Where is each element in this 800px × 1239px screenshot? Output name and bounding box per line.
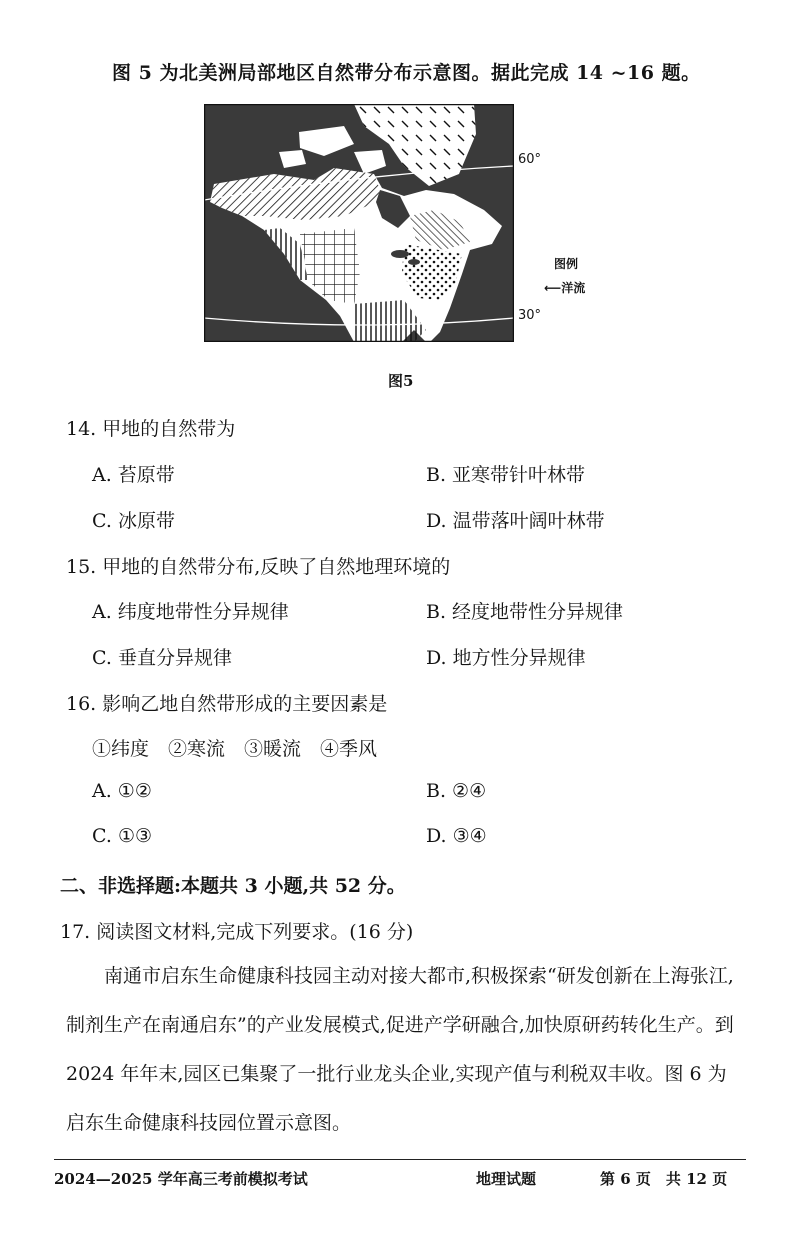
footer-exam-title: 2024—2025 学年高三考前模拟考试 bbox=[54, 1170, 308, 1188]
question-16-stem: 16. 影响乙地自然带形成的主要因素是 bbox=[66, 693, 388, 715]
figure-intro: 图 5 为北美洲局部地区自然带分布示意图。据此完成 14 ~16 题。 bbox=[112, 62, 701, 84]
figure-caption: 图5 bbox=[388, 372, 414, 390]
q16-option-c[interactable]: C. ①③ bbox=[92, 825, 153, 847]
q16-option-a[interactable]: A. ①② bbox=[92, 780, 152, 802]
q16-factors: ①纬度 ②寒流 ③暖流 ④季风 bbox=[92, 738, 378, 760]
latitude-60-label: 60° bbox=[518, 152, 542, 167]
q16-option-b[interactable]: B. ②④ bbox=[426, 780, 487, 802]
legend-title: 图例 bbox=[554, 257, 579, 271]
footer-subject: 地理试题 bbox=[476, 1170, 537, 1188]
q17-material-paragraph: 南通市启东生命健康科技园主动对接大都市,积极探索“研发创新在上海张江,制剂生产在南通启东”的产业发展模式,促进产学研融合,加快原研药转化生产。到 2024 年年末,园区已集聚了一批行业龙头企业,实现产值与利税双丰收。图 6 为启东生命健康科技园位置示意图。 bbox=[66, 965, 734, 1134]
legend-ocean-current bbox=[544, 279, 585, 296]
great-lakes bbox=[391, 250, 409, 258]
question-15-stem: 15. 甲地的自然带分布,反映了自然地理环境的 bbox=[66, 556, 451, 578]
arrow-left-icon: ⟵ bbox=[544, 281, 562, 295]
legend-ocean-current-label: 洋流 bbox=[561, 281, 586, 295]
latitude-30-label: 30° bbox=[518, 308, 542, 323]
question-14-stem: 14. 甲地的自然带为 bbox=[66, 418, 236, 440]
q15-option-c[interactable]: C. 垂直分异规律 bbox=[92, 647, 232, 669]
q14-option-b[interactable]: B. 亚寒带针叶林带 bbox=[426, 464, 586, 486]
map-graphic bbox=[204, 104, 514, 342]
question-17-stem: 17. 阅读图文材料,完成下列要求。(16 分) bbox=[60, 921, 414, 943]
q14-option-a[interactable]: A. 苔原带 bbox=[92, 464, 175, 486]
section-2-heading: 二、非选择题:本题共 3 小题,共 52 分。 bbox=[60, 875, 406, 897]
q15-option-b[interactable]: B. 经度地带性分异规律 bbox=[426, 601, 624, 623]
q14-option-c[interactable]: C. 冰原带 bbox=[92, 510, 175, 532]
great-lakes bbox=[408, 259, 420, 265]
north-america-map bbox=[204, 104, 542, 342]
q15-option-a[interactable]: A. 纬度地带性分异规律 bbox=[92, 601, 289, 623]
q14-option-d[interactable]: D. 温带落叶阔叶林带 bbox=[426, 510, 605, 532]
footer-divider bbox=[54, 1159, 746, 1160]
q16-option-d[interactable]: D. ③④ bbox=[426, 825, 487, 847]
footer-page-number: 第 6 页 共 12 页 bbox=[600, 1170, 728, 1188]
q15-option-d[interactable]: D. 地方性分异规律 bbox=[426, 647, 586, 669]
